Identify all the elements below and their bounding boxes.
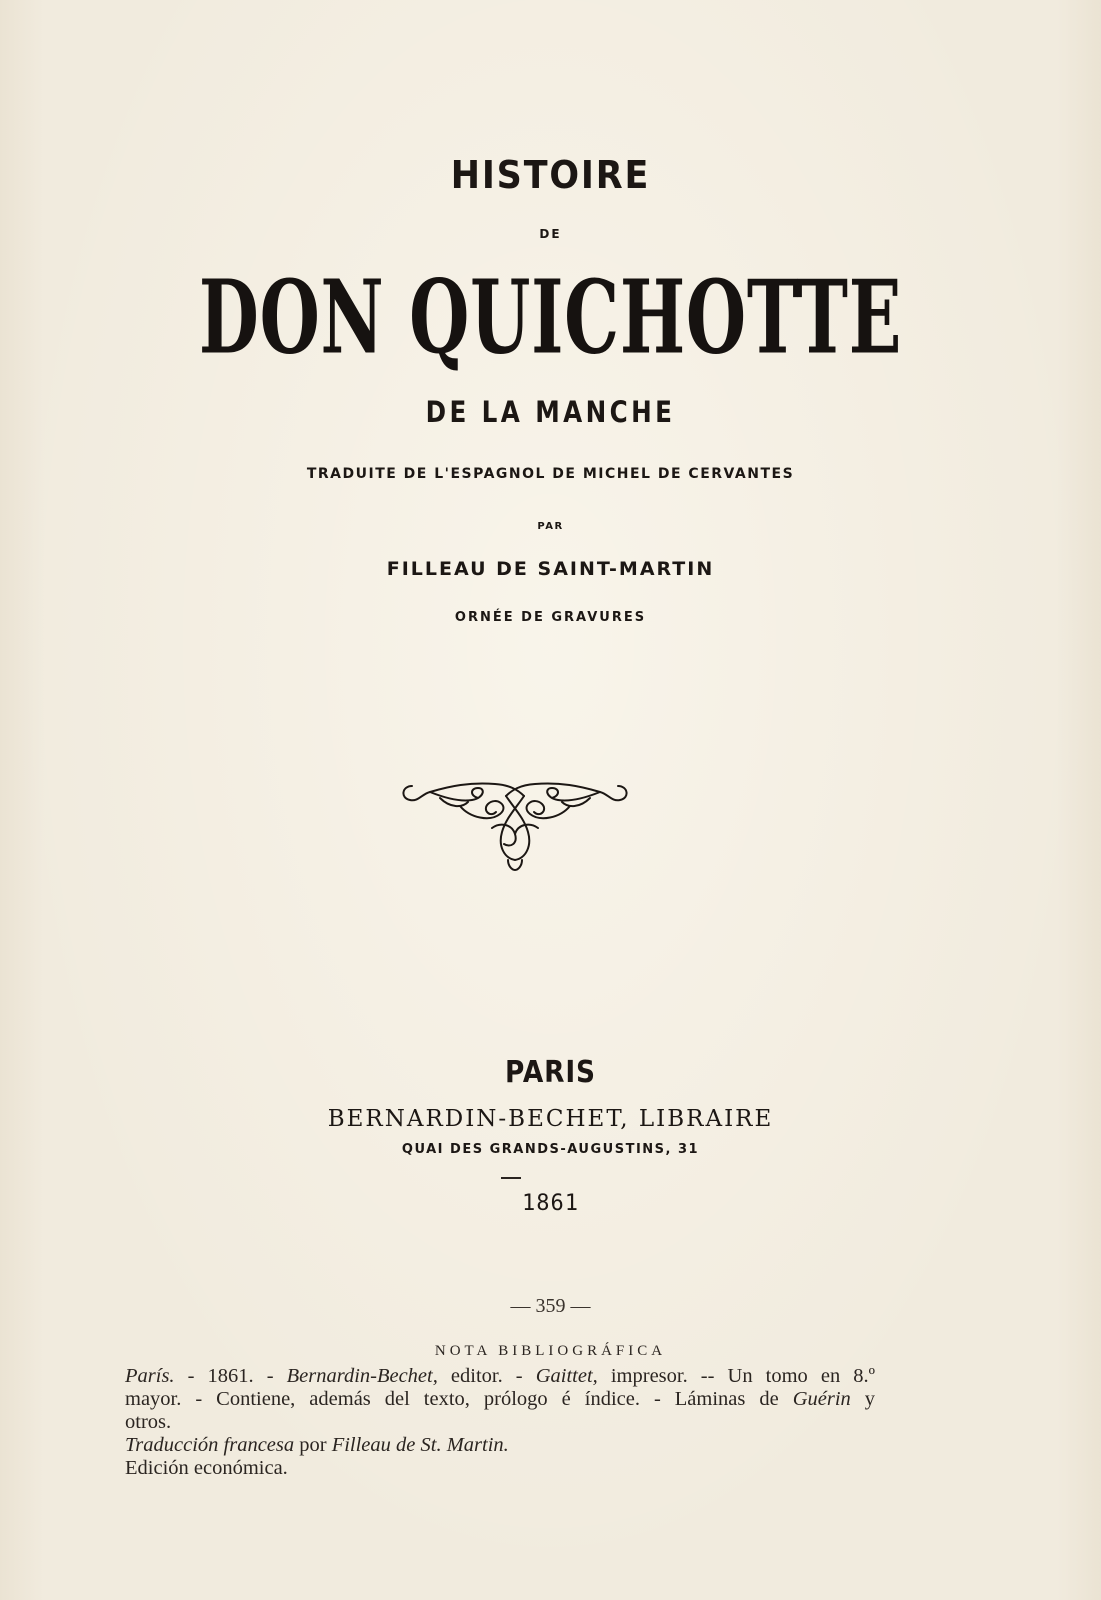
nota-body	[125, 1365, 875, 1480]
flourish-ornament-icon	[400, 778, 630, 874]
nota-translator: Filleau de St. Martin.	[331, 1434, 509, 1456]
author-name: FILLEAU DE SAINT-MARTIN	[386, 558, 715, 580]
title-de: DE	[539, 227, 562, 241]
imprint-publisher: BERNARDIN-BECHET, LIBRAIRE	[327, 1106, 774, 1132]
nota-line2-end: y	[850, 1388, 876, 1410]
illustrations-note: ORNÉE DE GRAVURES	[454, 610, 647, 625]
nota-place: París.	[125, 1365, 175, 1387]
nota-contents: mayor. - Contiene, además del texto, prólogo é índice. - Láminas de	[125, 1388, 793, 1410]
translation-line: TRADUITE DE L'ESPAGNOL DE MICHEL DE CERVANTES	[306, 466, 795, 482]
nota-sep: - 1861. -	[174, 1365, 287, 1387]
nota-publisher: Bernardin-Bechet,	[286, 1365, 438, 1387]
divider-rule	[501, 1177, 521, 1179]
nota-printer-role: impresor. -- Un tomo en 8.º	[597, 1365, 876, 1387]
title-histoire: HISTOIRE	[450, 153, 651, 197]
main-title: DON QUICHOTTE	[198, 258, 903, 377]
par-label: PAR	[537, 521, 564, 532]
nota-heading: NOTA BIBLIOGRÁFICA	[434, 1343, 667, 1359]
subtitle: DE LA MANCHE	[425, 395, 676, 429]
nota-edition: Edición económica.	[125, 1457, 288, 1479]
imprint-address: QUAI DES GRANDS-AUGUSTINS, 31	[401, 1142, 700, 1157]
nota-por: por	[294, 1434, 332, 1456]
nota-publisher-role: editor. -	[437, 1365, 536, 1387]
page-number: — 359 —	[510, 1295, 591, 1317]
imprint-year: 1861	[522, 1191, 579, 1216]
imprint-city: PARIS	[505, 1055, 596, 1090]
nota-illustrator: Guérin	[792, 1388, 851, 1410]
nota-line-2	[125, 1388, 875, 1411]
nota-printer: Gaittet,	[535, 1365, 598, 1387]
nota-translation-label: Traducción francesa	[125, 1434, 295, 1456]
nota-line-1	[125, 1365, 875, 1388]
nota-line-3: otros.	[125, 1411, 172, 1433]
nota-line-4	[125, 1434, 875, 1457]
